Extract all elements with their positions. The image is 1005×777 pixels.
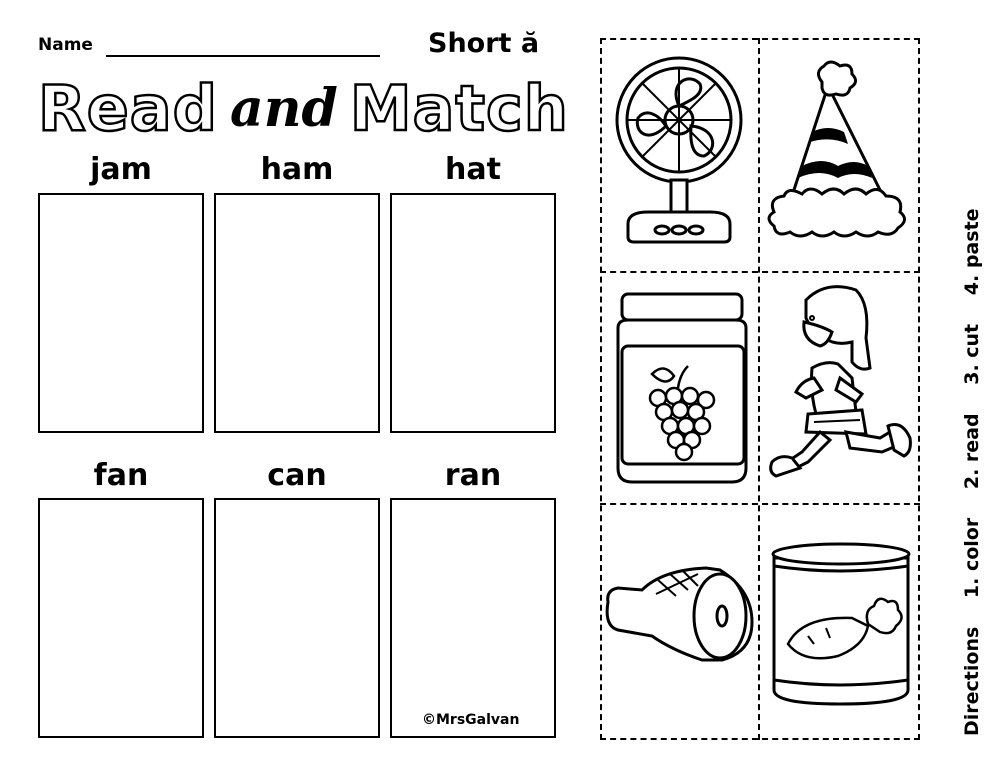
title-read: Read — [38, 72, 219, 145]
word-label: can — [267, 458, 327, 493]
page-title — [38, 72, 569, 144]
paste-box[interactable] — [214, 193, 380, 433]
name-label: Name — [38, 35, 93, 55]
word-label: ran — [444, 458, 502, 493]
word-label: fan — [93, 458, 149, 493]
can-picture[interactable] — [768, 540, 914, 708]
title-match: Match — [349, 72, 569, 145]
cut-line — [600, 271, 920, 273]
word-label: hat — [445, 152, 501, 187]
ham-picture[interactable] — [602, 560, 758, 670]
subtitle: Short ă — [428, 28, 540, 59]
paste-box[interactable] — [38, 193, 204, 433]
word-label: ham — [260, 152, 334, 187]
running-girl-picture[interactable] — [766, 282, 916, 492]
paste-box[interactable] — [390, 193, 556, 433]
directions-label: Directions — [961, 626, 983, 736]
direction-step: 4. paste — [961, 208, 983, 296]
fan-picture[interactable] — [608, 52, 750, 252]
jam-jar-picture[interactable] — [608, 288, 750, 488]
cut-line — [758, 38, 760, 740]
title-and: and — [230, 78, 338, 139]
name-line[interactable] — [106, 55, 380, 57]
direction-step: 2. read — [961, 413, 983, 490]
directions — [961, 186, 983, 736]
direction-step: 1. color — [961, 517, 983, 599]
paste-box[interactable] — [38, 498, 204, 738]
word-label: jam — [90, 152, 152, 187]
party-hat-picture[interactable] — [764, 62, 916, 242]
direction-step: 3. cut — [961, 323, 983, 385]
paste-box[interactable] — [214, 498, 380, 738]
copyright: ©MrsGalvan — [422, 712, 520, 728]
paste-box[interactable] — [390, 498, 556, 738]
cut-line — [600, 503, 920, 505]
